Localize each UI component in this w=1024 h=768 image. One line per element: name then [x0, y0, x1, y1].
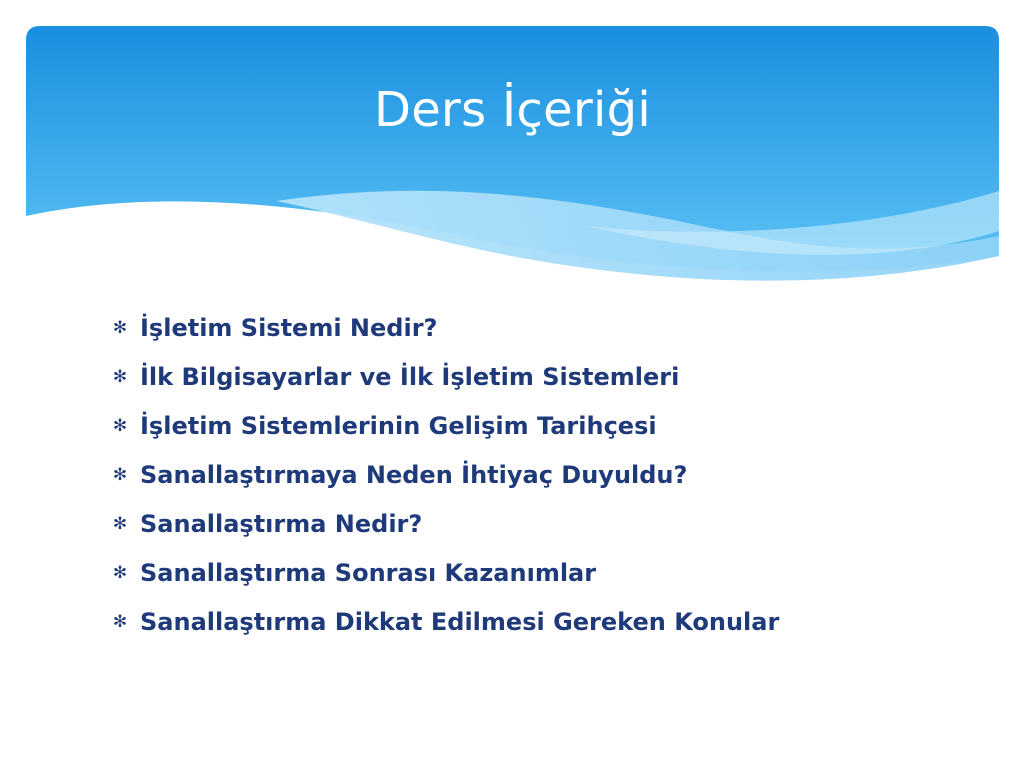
- bullet-list: [110, 303, 990, 646]
- list-item: [110, 548, 990, 597]
- asterisk-icon: ✻: [112, 513, 128, 534]
- asterisk-icon: ✻: [112, 366, 128, 387]
- slide-title: Ders İçeriği: [373, 82, 652, 138]
- list-item: [110, 450, 990, 499]
- list-item-text: Sanallaştırma Sonrası Kazanımlar: [140, 558, 597, 587]
- asterisk-icon: ✻: [112, 611, 128, 632]
- asterisk-icon: ✻: [112, 562, 128, 583]
- list-item: [110, 352, 990, 401]
- asterisk-icon: ✻: [112, 464, 128, 485]
- asterisk-icon: ✻: [112, 317, 128, 338]
- list-item-text: Sanallaştırmaya Neden İhtiyaç Duyuldu?: [140, 460, 688, 489]
- list-item: [110, 499, 990, 548]
- header-wave-graphic: [26, 26, 999, 296]
- list-item-text: İlk Bilgisayarlar ve İlk İşletim Sistemleri: [140, 362, 680, 391]
- list-item-text: Sanallaştırma Nedir?: [140, 509, 423, 538]
- list-item-text: İşletim Sistemi Nedir?: [140, 313, 438, 342]
- list-item: [110, 303, 990, 352]
- list-item-text: Sanallaştırma Dikkat Edilmesi Gereken Konular: [140, 607, 780, 636]
- asterisk-icon: ✻: [112, 415, 128, 436]
- list-item: [110, 401, 990, 450]
- list-item-text: İşletim Sistemlerinin Gelişim Tarihçesi: [140, 411, 657, 440]
- header-band: [26, 26, 999, 296]
- list-item: [110, 597, 990, 646]
